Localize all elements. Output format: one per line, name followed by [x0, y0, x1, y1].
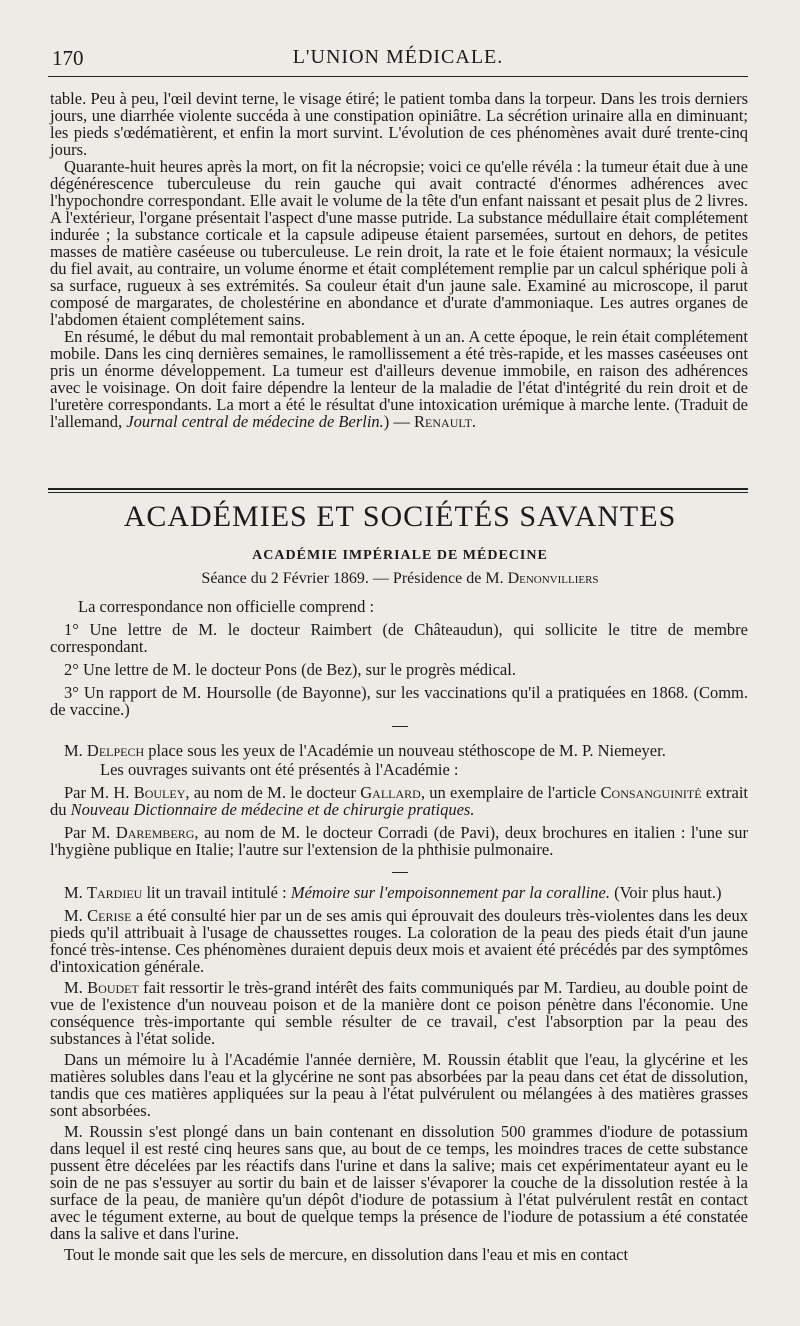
text: place sous les yeux de l'Académie un nouveau stéthoscope de M. P. Niemeyer. — [144, 741, 666, 760]
correspondence-item: 1° Une lettre de M. le docteur Raimbert (de Châteaudun), qui sollicite le titre de membre correspondant. — [50, 620, 748, 656]
academy-heading: ACADÉMIE IMPÉRIALE DE MÉDECINE — [252, 548, 548, 563]
text: M. — [64, 906, 88, 925]
paragraph: M. Roussin s'est plongé dans un bain contenant en dissolution 500 grammes d'iodure de potassium dans lequel il est resté cinq heures sans que, au bout de ce temps, les moindres traces de cette substance pussent être décelées par les réactifs dans l'urine et dans la salive; mais cet expérimentateur ayant eu le soin de ne pas s'essuyer au sortir du bain et de laisser s'évaporer la couche de la dissolution restée à la surface de la peau, de manière qu'un dépôt d'iodure de potassium à l'état pulvérulent restât en contact avec le tégument externe, au bout de quelque temps la présence de l'iodure de potassium a été constatée dans la salive et dans l'urine. — [50, 1122, 748, 1243]
text: Par M. — [64, 823, 116, 842]
paragraph — [50, 884, 748, 901]
paragraph — [50, 784, 748, 818]
text: (Voir plus haut.) — [609, 883, 722, 902]
source-title: Journal central de médecine de Berlin. — [126, 412, 384, 431]
correspondence-item: 3° Un rapport de M. Hoursolle (de Bayonne), sur les vaccinations qu'il a pratiquées en 1868. (Comm. de vaccine.) — [50, 683, 748, 719]
page-number: 170 — [52, 46, 84, 70]
paragraph: La correspondance non officielle comprend : — [78, 597, 375, 616]
section-rule-inner — [48, 492, 748, 493]
paragraph: table. Peu à peu, l'œil devint terne, le visage étiré; le patient tomba dans la torpeur. Dans les trois derniers jours, une diarrhée violente succéda à une constipation opiniâtre. La sécrétion urinaire alla en diminuant; les pieds s'œdématièrent, et enfin la mort survint. L'évolution de ces phénomènes avait duré trente-cinq jours. — [50, 89, 748, 159]
author-name: Renault. — [414, 412, 477, 431]
section-title: ACADÉMIES ET SOCIÉTÉS SAVANTES — [123, 500, 677, 533]
paragraph — [50, 907, 748, 975]
member-name: Tardieu — [86, 883, 143, 902]
president-name: Denonvilliers — [507, 570, 599, 587]
text: M. — [64, 978, 88, 997]
paragraph — [50, 824, 748, 858]
text: M. — [64, 741, 87, 760]
paragraph — [50, 742, 748, 759]
paragraph — [50, 979, 748, 1047]
paragraph — [50, 328, 748, 430]
member-name: Delpech — [86, 741, 145, 760]
paragraph-text: En résumé, le début du mal remontait probablement à un an. A cette époque, le rein était complétement mobile. Dans les cinq dernières semaines, le ramollissement a été très-rapide, et les masses caséeuses ont pris un énorme développement. La tumeur est d'ailleurs devenue immobile, en raison des adhérences avec le voisinage. On doit faire dépendre la lenteur de la maladie de l'état d'intégrité du rein droit et de l'uretère correspondants. La mort a été le résultat d'une intoxication urémique à marche lente. (Traduit de l'allemand, — [50, 327, 748, 431]
separator-dash — [392, 726, 408, 727]
memoir-title: Mémoire sur l'empoisonnement par la coralline. — [290, 883, 610, 902]
member-name: Boudet — [87, 978, 139, 997]
session-line — [0, 570, 800, 588]
text: fait ressortir le très-grand intérêt des faits communiqués par M. Tardieu, au double point de vue de l'existence d'un nouveau poison et de la manière dont ce poison pénètre dans l'économie. Une conséquence très-importante qui semble résulter de ce travail, c'est l'absorption par la peau des substances à l'état solide. — [50, 978, 748, 1048]
text: extrait du — [50, 783, 748, 819]
paragraph: Les ouvrages suivants ont été présentés à l'Académie : — [100, 760, 459, 779]
member-name: Bouley — [133, 783, 186, 802]
text: a été consulté hier par un de ses amis qui éprouvait des douleurs très-violentes dans les deux pieds qu'il attribuait à l'usage de chaussettes rouges. La coloration de la peau des pieds était d'un jaune foncé très-intense. Ces phénomènes duraient depuis deux mois et avaient été précédés par des symptômes d'intoxication générale. — [50, 906, 749, 976]
source-dash: ) — — [383, 412, 415, 431]
journal-title: L'UNION MÉDICALE. — [292, 46, 504, 68]
paragraph: Tout le monde sait que les sels de mercure, en dissolution dans l'eau et mis en contact — [64, 1245, 629, 1264]
book-title: Nouveau Dictionnaire de médecine et de chirurgie pratiques. — [70, 800, 475, 819]
section-rule-top — [48, 488, 748, 490]
text: , au nom de M. le docteur — [185, 783, 361, 802]
text: , un exemplaire de l'article — [420, 783, 601, 802]
academy-proceedings-b — [50, 742, 748, 858]
text: lit un travail intitulé : — [142, 883, 291, 902]
member-name: Daremberg — [115, 823, 195, 842]
article-name: Consanguinité — [600, 783, 702, 802]
text: M. — [64, 883, 87, 902]
member-name: Gallard — [360, 783, 421, 802]
paragraph: Quarante-huit heures après la mort, on fit la nécropsie; voici ce qu'elle révéla : la tumeur était due à une dégénérescence tuberculeuse du rein gauche qui avait contracté d'énormes adhérences avec l'hypochondre correspondant. Elle avait le volume de la tête d'un enfant naissant et pesait plus de 2 livres. A l'extérieur, l'organe présentait l'aspect d'une masse putride. La substance médullaire était complétement indurée ; la substance corticale et la capsule adipeuse étaient parsemées, surtout en dehors, de petites masses de matière caséeuse ou tuberculeuse. Le rein droit, la rate et le foie étaient normaux; la vésicule du fiel avait, au contraire, un volume énorme et était complétement remplie par un calcul sphérique poli à sa surface, rugueux à ses extrémités. Sa couleur était d'un jaune sale. Examiné au microscope, il parut composé de margarates, de cholestérine en abondance et d'urate d'ammoniaque. Les autres organes de l'abdomen étaient complétement sains. — [50, 157, 748, 329]
paragraph: Dans un mémoire lu à l'Académie l'année dernière, M. Roussin établit que l'eau, la glycérine et les matières solubles dans l'eau et la glycérine ne sont pas absorbées par la peau dans cet état de dissolution, tandis que ces matières appliquées sur la peau à l'état pulvérulent ou mélangées à des matières grasses sont absorbées. — [50, 1050, 748, 1120]
correspondence-item: 2° Une lettre de M. le docteur Pons (de Bez), sur le progrès médical. — [64, 660, 516, 679]
separator-dash — [392, 872, 408, 873]
page-header — [48, 42, 748, 78]
header-rule — [48, 76, 748, 77]
session-text: Séance du 2 Février 1869. — Présidence de M. — [201, 570, 508, 587]
member-name: Cerise — [87, 906, 132, 925]
academy-proceedings-c — [50, 884, 748, 1263]
academy-proceedings-a — [50, 598, 748, 718]
text: , au nom de M. le docteur Corradi (de Pavi), deux brochures en italien : l'une sur l'hygiène publique en Italie; l'autre sur l'extension de la phthisie pulmonaire. — [50, 823, 748, 859]
article-continuation — [50, 90, 748, 430]
text: Par M. H. — [64, 783, 134, 802]
